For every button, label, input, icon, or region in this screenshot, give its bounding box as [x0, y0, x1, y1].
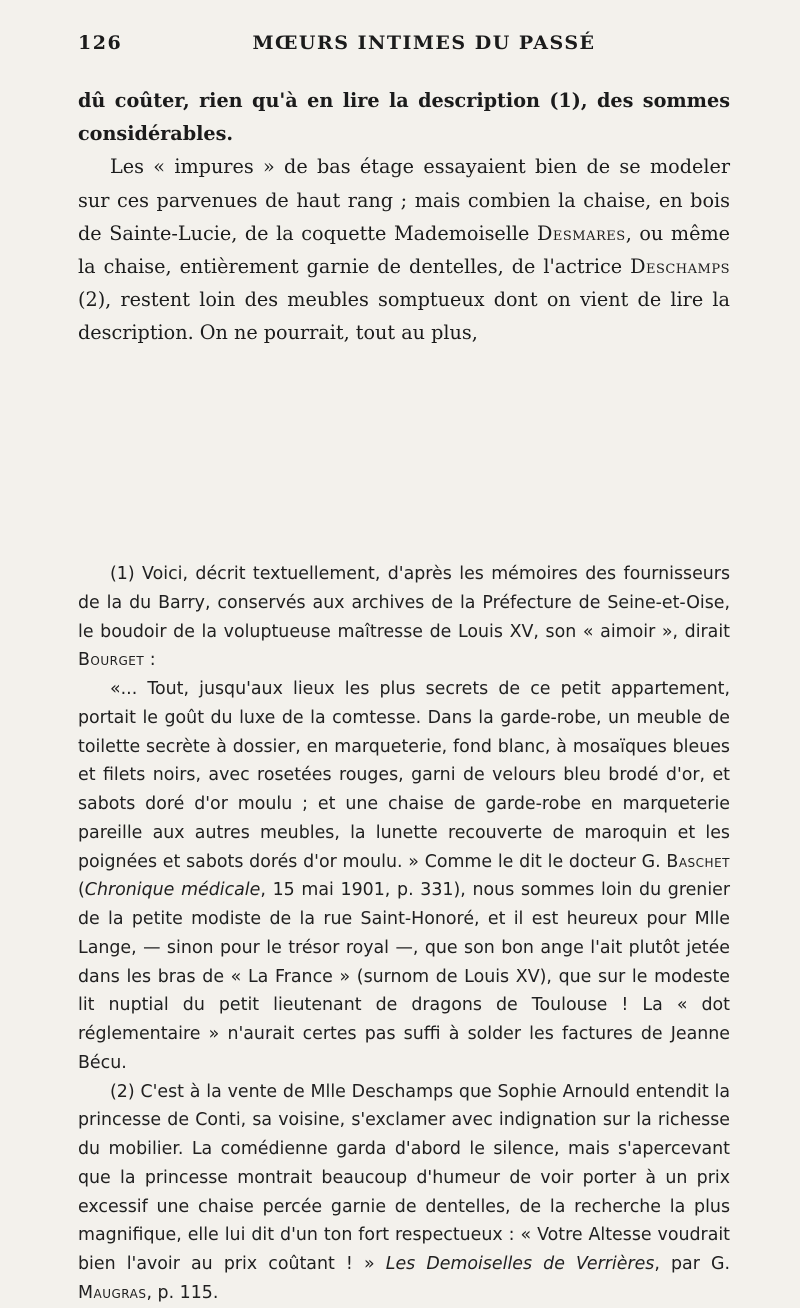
running-title: MŒURS INTIMES DU PASSÉ [252, 32, 596, 54]
main-paragraph-1: dû coûter, rien qu'à en lire la description (1), des sommes considérables. [78, 89, 730, 146]
title-demoiselles-de-verrieres: Les Demoiselles de Verrières [385, 1254, 655, 1274]
main-paragraph-2: Les « impures » de bas étage essayaient bien de se modeler sur ces parvenues de haut rang ; mais combien la chaise, en bois de Sainte-Lucie, de la coquette Mademoiselle Desmares, ou même la chaise, entièrement garnie de dentelles, de l'actrice Deschamps (2), restent loin des meubles somptueux dont on vient de lire la description. On ne pourrait, tout au plus, [78, 155, 730, 345]
name-desmares: Desmares [537, 221, 626, 245]
footnote-1: (1) Voici, décrit textuellement, d'après les mémoires des fournisseurs de la du Barry, conservés aux archives de la Préfecture de Seine-et-Oise, le boudoir de la voluptueuse maîtresse de Louis XV, son « aimoir », dirait Bourget : [78, 564, 730, 671]
page-header [78, 32, 730, 62]
footnote-2: (2) C'est à la vente de Mlle Deschamps que Sophie Arnould entendit la princesse de Conti, sa voisine, s'exclamer avec indignation sur la richesse du mobilier. La comédienne garda d'abord le silence, mais s'apercevant que la princesse montrait beaucoup d'humeur de voir porter à un prix excessif une chaise percée garnie de dentelles, de la recherche la plus magnifique, elle lui dit d'un ton fort respectueux : « Votre Altesse voudrait bien l'avoir au prix coûtant ! » Les Demoiselles de Verrières, par G. Maugras, p. 115. [78, 1081, 730, 1303]
main-text [78, 84, 730, 350]
name-deschamps: Deschamps [630, 255, 730, 279]
title-chronique-medicale: Chronique médicale [84, 880, 261, 901]
name-bourget: Bourget [78, 650, 145, 671]
footnotes [78, 560, 730, 1308]
name-baschet: Baschet [666, 851, 730, 872]
name-maugras: Maugras [78, 1282, 147, 1303]
page-number: 126 [78, 32, 123, 54]
footnote-1-quote: «... Tout, jusqu'aux lieux les plus secrets de ce petit appartement, portait le goût du luxe de la comtesse. Dans la garde-robe, un meuble de toilette secrète à dossier, en marqueterie, fond blanc, à mosaïques bleues et filets noirs, avec rosetées rouges, garni de velours bleu brodé d'or, et sabots doré d'or moulu ; et une chaise de garde-robe en marqueterie pareille aux autres meubles, la lunette recouverte de maroquin et les poignées et sabots dorés d'or moulu. » Comme le dit le docteur G. Baschet (Chronique médicale, 15 mai 1901, p. 331), nous sommes loin du grenier de la petite modiste de la rue Saint-Honoré, et il est heureux pour Mlle Lange, — sinon pour le trésor royal —, que son bon ange l'ait plutôt jetée dans les bras de « La France » (surnom de Louis XV), que sur le modeste lit nuptial du petit lieutenant de dragons de Toulouse ! La « dot réglementaire » n'aurait certes pas suffi à solder les factures de Jeanne Bécu. [78, 679, 731, 1073]
